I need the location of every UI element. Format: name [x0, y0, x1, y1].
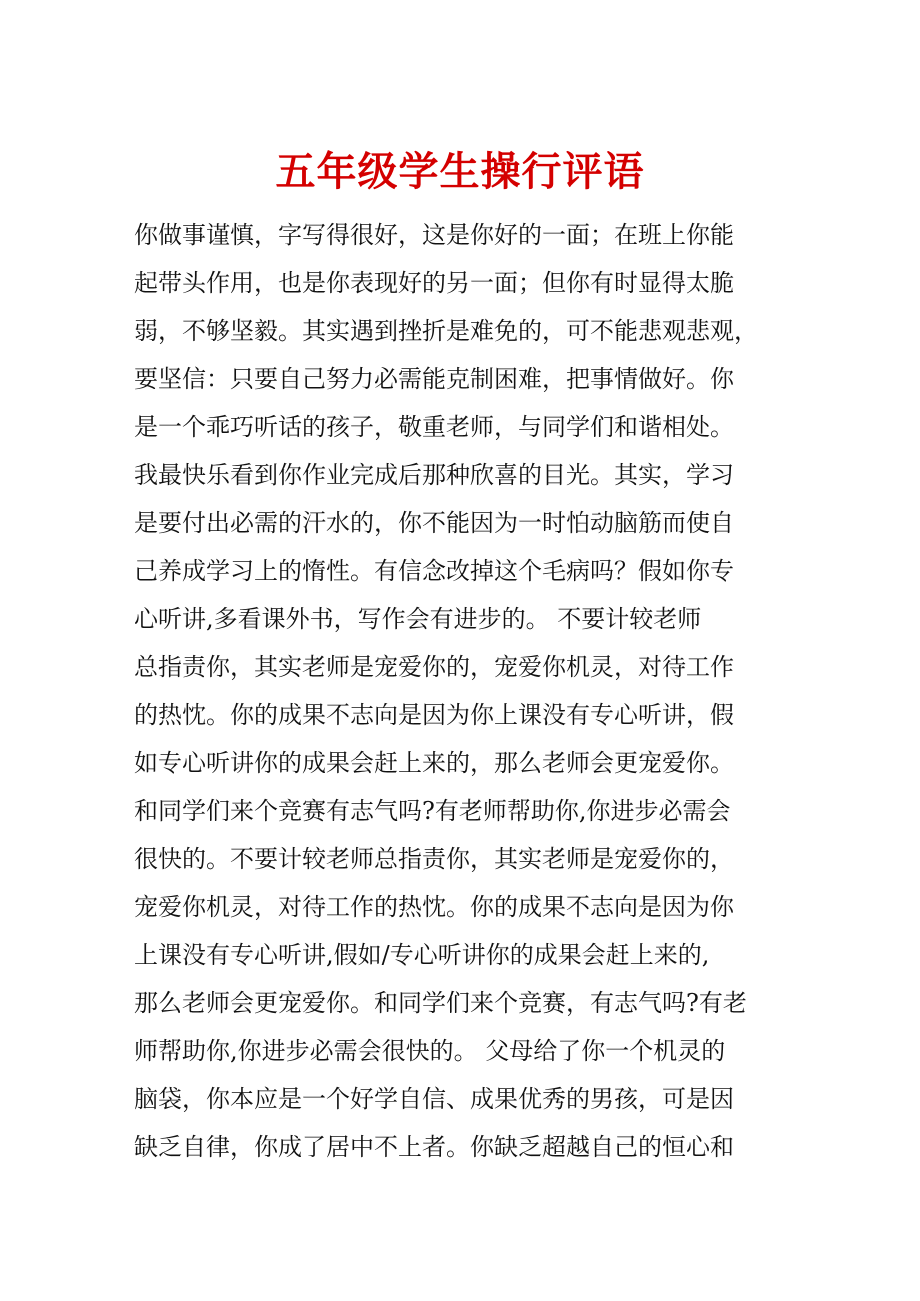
text-line: 起带头作用，也是你表现好的另一面；但你有时显得太脆	[134, 269, 734, 297]
text-line: 心听讲,多看课外书，写作会有进步的。 不要计较老师	[134, 605, 702, 633]
text-line: 的热忱。你的成果不志向是因为你上课没有专心听讲，假	[134, 701, 734, 729]
text-line: 那么老师会更宠爱你。和同学们来个竞赛，有志气吗?有老	[134, 989, 747, 1017]
text-line: 缺乏自律，你成了居中不上者。你缺乏超越自己的恒心和	[134, 1133, 734, 1161]
text-line: 和同学们来个竞赛有志气吗?有老师帮助你,你进步必需会	[134, 797, 731, 825]
text-line: 弱，不够坚毅。其实遇到挫折是难免的，可不能悲观悲观，	[134, 317, 758, 345]
text-line: 是要付出必需的汗水的，你不能因为一时怕动脑筋而使自	[134, 509, 734, 537]
document-title: 五年级学生操行评语	[275, 148, 645, 195]
text-line: 上课没有专心听讲,假如/专心听讲你的成果会赶上来的,	[134, 941, 710, 969]
text-line: 总指责你，其实老师是宠爱你的，宠爱你机灵，对待工作	[134, 653, 734, 681]
text-line: 师帮助你,你进步必需会很快的。 父母给了你一个机灵的	[134, 1037, 726, 1065]
text-line: 如专心听讲你的成果会赶上来的，那么老师会更宠爱你。	[134, 749, 734, 777]
text-line: 己养成学习上的惰性。有信念改掉这个毛病吗？假如你专	[134, 557, 734, 585]
document-body	[134, 211, 814, 1171]
text-line: 你做事谨慎，字写得很好，这是你好的一面；在班上你能	[134, 221, 734, 249]
text-line: 宠爱你机灵，对待工作的热忱。你的成果不志向是因为你	[134, 893, 734, 921]
text-line: 很快的。不要计较老师总指责你，其实老师是宠爱你的，	[134, 845, 734, 873]
text-line: 是一个乖巧听话的孩子，敬重老师，与同学们和谐相处。	[134, 413, 734, 441]
text-line: 我最快乐看到你作业完成后那种欣喜的目光。其实，学习	[134, 461, 734, 489]
text-line: 要坚信：只要自己努力必需能克制困难，把事情做好。你	[134, 365, 734, 393]
text-line: 脑袋，你本应是一个好学自信、成果优秀的男孩，可是因	[134, 1085, 734, 1113]
